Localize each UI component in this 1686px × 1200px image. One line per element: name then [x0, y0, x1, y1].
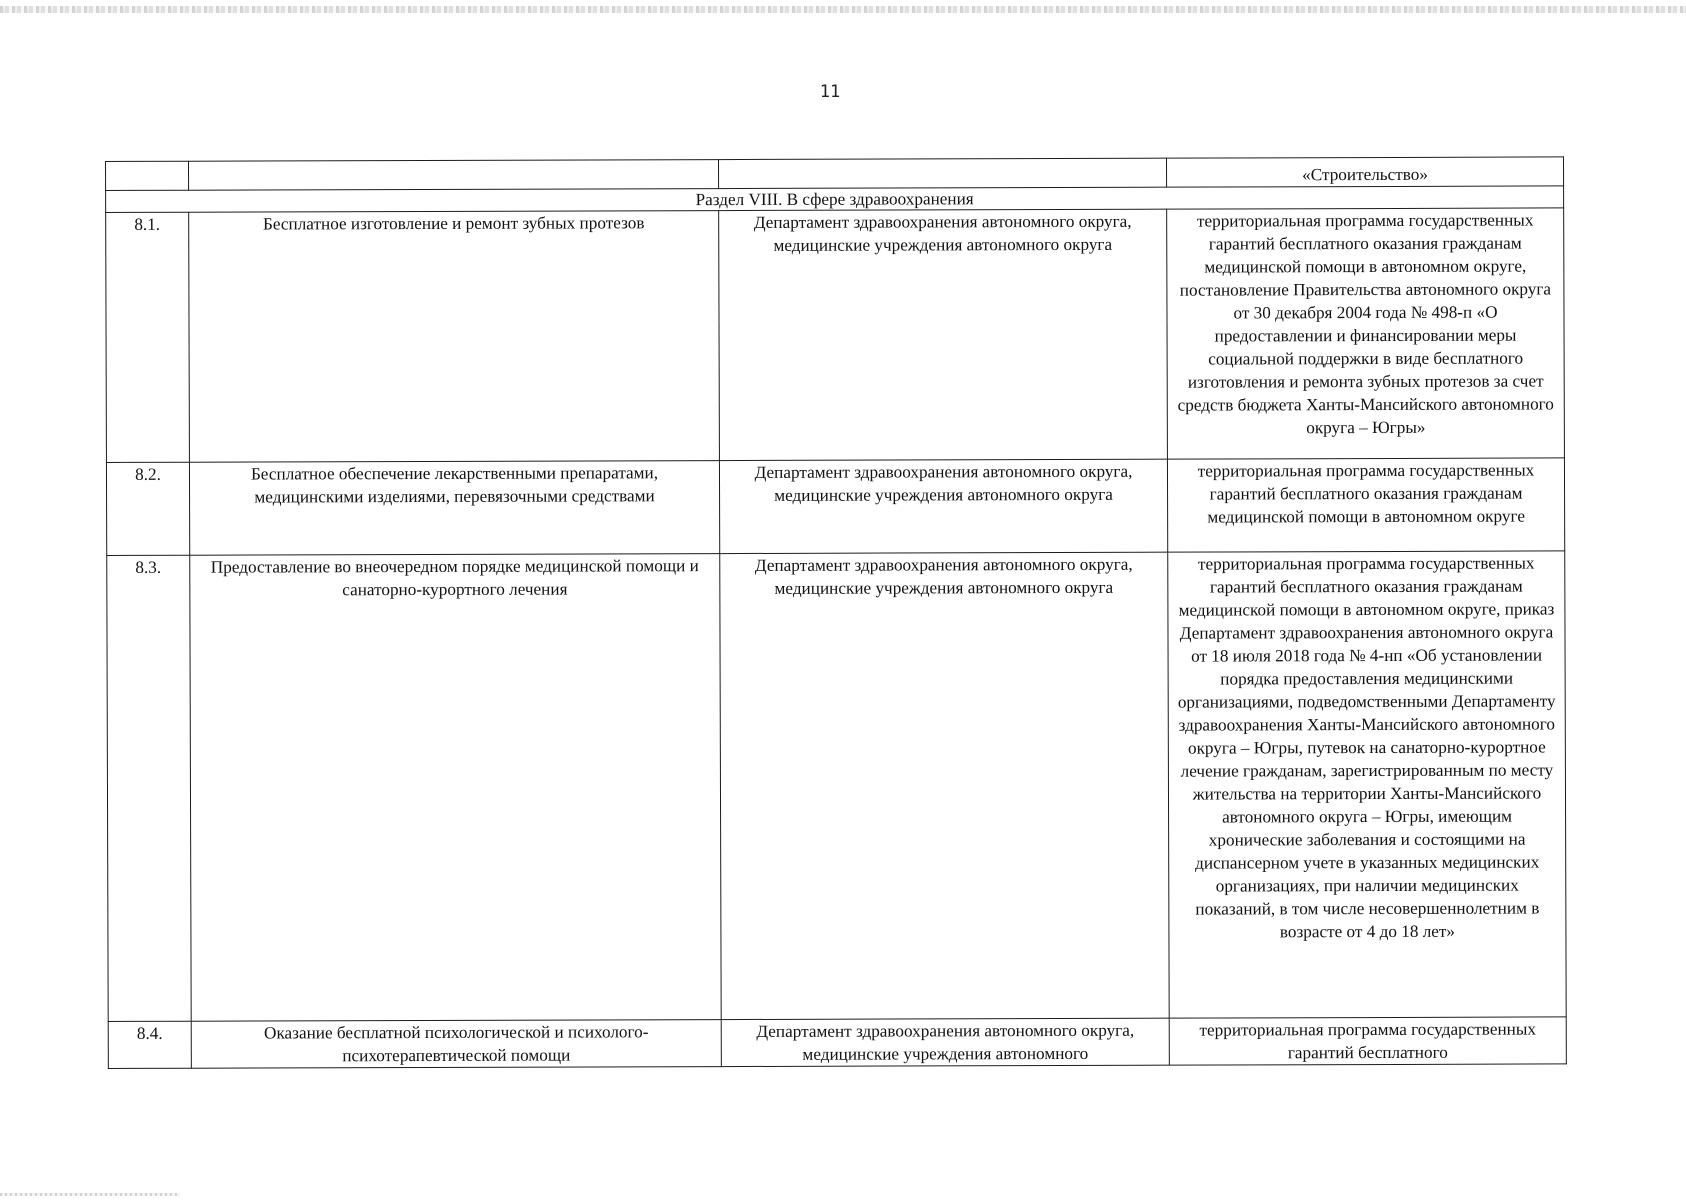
row-basis: территориальная программа государственных гарантий бесплатного оказания гражданам медицинской помощи в автономном округе, постановление Правительства автономного округа от 30 декабря 2004 года № 498-п «О предоставлении и финансировании меры социальной поддержки в виде бесплатного изготовления и ремонта зубных протезов за счет средств бюджета Ханты-Мансийского автономного округа – Югры» — [1167, 208, 1565, 459]
row-basis — [1169, 1017, 1566, 1065]
row-number: 8.1. — [106, 212, 190, 462]
table-row — [106, 458, 1564, 556]
row-number: 8.3. — [107, 555, 191, 1021]
header-cell-2 — [189, 160, 719, 191]
row-service: Бесплатное обеспечение лекарственными препаратами, медицинскими изделиями, перевязочными средствами — [189, 461, 719, 556]
scan-edge-artifact — [0, 6, 1686, 13]
row-service — [191, 1020, 721, 1069]
row-provider: Департамент здравоохранения автономного округа, медицинские учреждения автономного округа — [720, 552, 1169, 1019]
table-row — [107, 551, 1566, 1022]
row-service-text: Оказание бесплатной психологической и психолого-психотерапевтической помощи — [263, 1022, 649, 1066]
table-header-row — [106, 157, 1564, 191]
row-number: 8.4. — [108, 1021, 191, 1068]
row-service: Предоставление во внеочередном порядке медицинской помощи и санаторно-курортного лечения — [190, 554, 721, 1022]
row-provider-text: Департамент здравоохранения автономного округа, медицинские учреждения автономного — [756, 1020, 1135, 1064]
scan-edge-artifact-bottom — [0, 1193, 180, 1196]
row-provider: Департамент здравоохранения автономного округа, медицинские учреждения автономного округа — [719, 209, 1168, 460]
row-service: Бесплатное изготовление и ремонт зубных протезов — [189, 211, 720, 463]
row-basis-text: территориальная программа государственных гарантий бесплатного — [1199, 1019, 1536, 1063]
header-cell-3 — [718, 158, 1166, 188]
benefits-table — [105, 156, 1567, 1069]
row-provider: Департамент здравоохранения автономного округа, медицинские учреждения автономного округа — [719, 459, 1167, 553]
section-title: Раздел VIII. В сфере здравоохранения — [106, 186, 1564, 213]
header-cell-1 — [106, 161, 189, 190]
row-basis: территориальная программа государственных гарантий бесплатного оказания гражданам медицинской помощи в автономном округе — [1167, 458, 1564, 552]
row-provider — [721, 1018, 1169, 1066]
table-row — [106, 208, 1565, 463]
row-number: 8.2. — [106, 462, 189, 555]
table-row — [108, 1017, 1566, 1069]
page-number: 11 — [819, 82, 841, 102]
header-cell-4: «Строительство» — [1166, 157, 1563, 187]
row-basis: территориальная программа государственных гарантий бесплатного оказания гражданам медицинской помощи в автономном округе, приказ Департамент здравоохранения автономного округа от 18 июля 2018 года № 4-нп «Об установлении порядка предоставления медицинскими организациями, подведомственными Департаменту здравоохранения Ханты-Мансийского автономного округа – Югры, путевок на санаторно-курортное лечение гражданам, зарегистрированным по месту жительства на территории Ханты-Мансийского автономного округа – Югры, имеющим хронические заболевания и состоящими на диспансерном учете в указанных медицинских организациях, при наличии медицинских показаний, в том числе несовершеннолетним в возрасте от 4 до 18 лет» — [1168, 551, 1566, 1018]
